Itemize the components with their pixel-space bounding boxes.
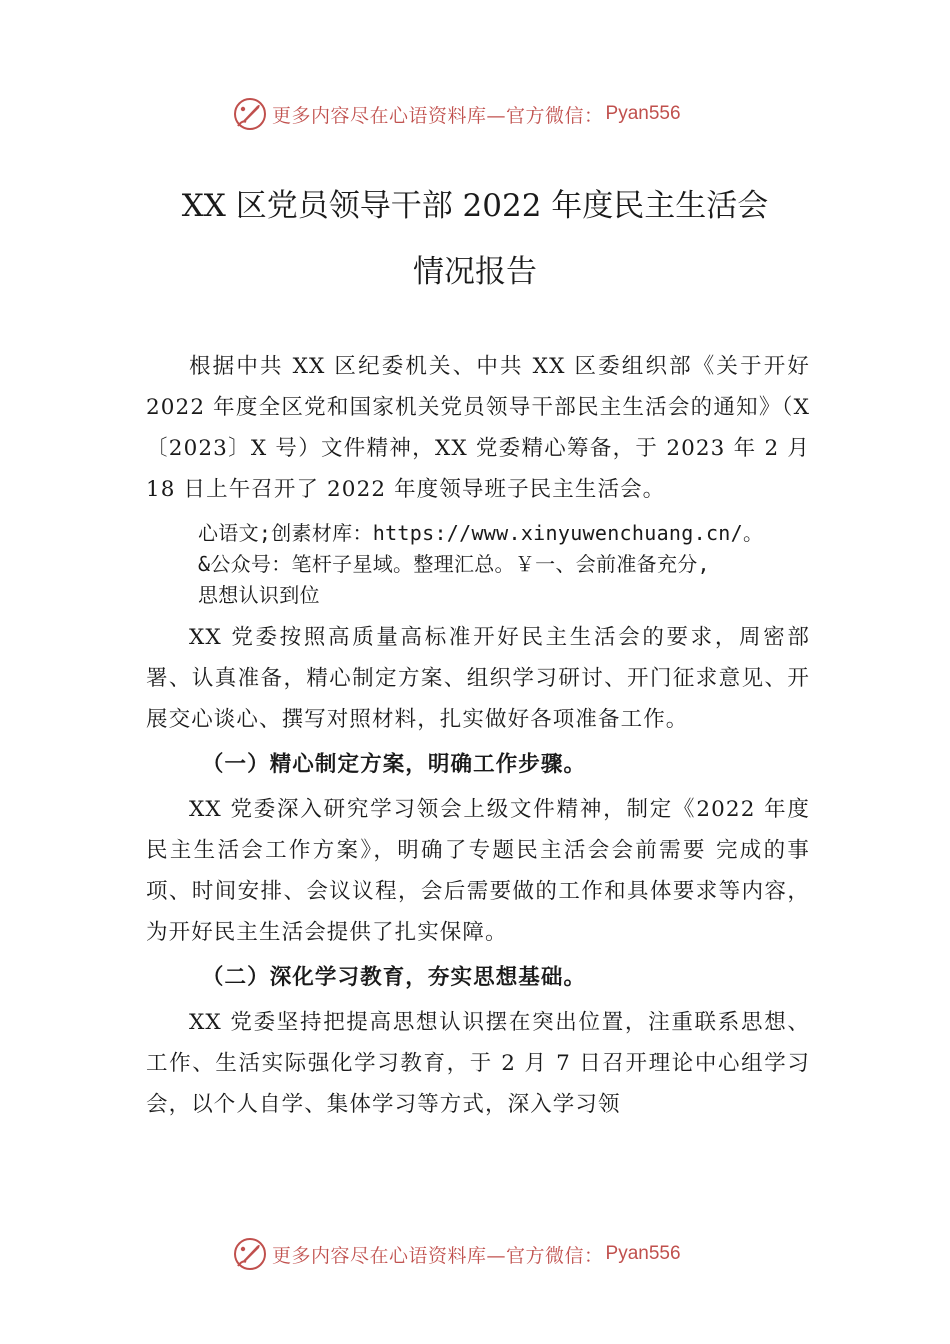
paragraph-study: XX 党委坚持把提高思想认识摆在突出位置，注重联系思想、工作、生活实际强化学习教育，于 2 月 7 日召开理论中心组学习会，以个人自学、集体学习等方式，深入学习领	[146, 1010, 810, 1117]
source-note-line-3: 思想认识到位	[198, 583, 320, 607]
watermark-header	[232, 96, 681, 132]
source-note-line-2: &公众号：笔杆子星域。整理汇总。￥一、会前准备充分,	[198, 552, 710, 576]
paragraph-preparation: XX 党委按照高质量高标准开好民主生活会的要求，周密部署、认真准备，精心制定方案、组织学习研讨、开门征求意见、开展交心谈心、撰写对照材料，扎实做好各项准备工作。	[146, 625, 810, 732]
quill-logo-icon	[232, 96, 268, 132]
watermark-slogan: 更多内容尽在心语资料库—官方微信：	[272, 1244, 604, 1267]
watermark-footer	[232, 1236, 681, 1272]
section-heading-2: （二）深化学习教育，夯实思想基础。	[201, 965, 587, 990]
document-body	[146, 346, 810, 1125]
watermark-account: Pyan556	[605, 1243, 681, 1264]
document-title-line-1: XX 区党员领导干部 2022 年度民主生活会	[181, 188, 769, 224]
document-title-line-2: 情况报告	[413, 254, 537, 290]
quill-logo-icon	[232, 1236, 268, 1272]
source-note	[146, 518, 810, 611]
section-heading-1: （一）精心制定方案，明确工作步骤。	[201, 752, 587, 777]
watermark-slogan: 更多内容尽在心语资料库—官方微信：	[272, 104, 604, 127]
source-note-line-1: 心语文;创素材库：https://www.xinyuwenchuang.cn/。	[198, 521, 764, 545]
paragraph-plan: XX 党委深入研究学习领会上级文件精神，制定《2022 年度民主生活会工作方案》，明确了专题民主活会会前需要 完成的事项、时间安排、会议议程，会后需要做的工作和具体要求等内容，为开好民主生活会提供了扎实保障。	[146, 797, 810, 945]
watermark-account: Pyan556	[605, 103, 681, 124]
paragraph-intro: 根据中共 XX 区纪委机关、中共 XX 区委组织部《关于开好 2022 年度全区党和国家机关党员领导干部民主生活会的通知》（X〔2023〕X 号）文件精神，XX 党委精心筹备，于 2023 年 2 月 18 日上午召开了 2022 年度领导班子民主生活会。	[146, 354, 810, 502]
